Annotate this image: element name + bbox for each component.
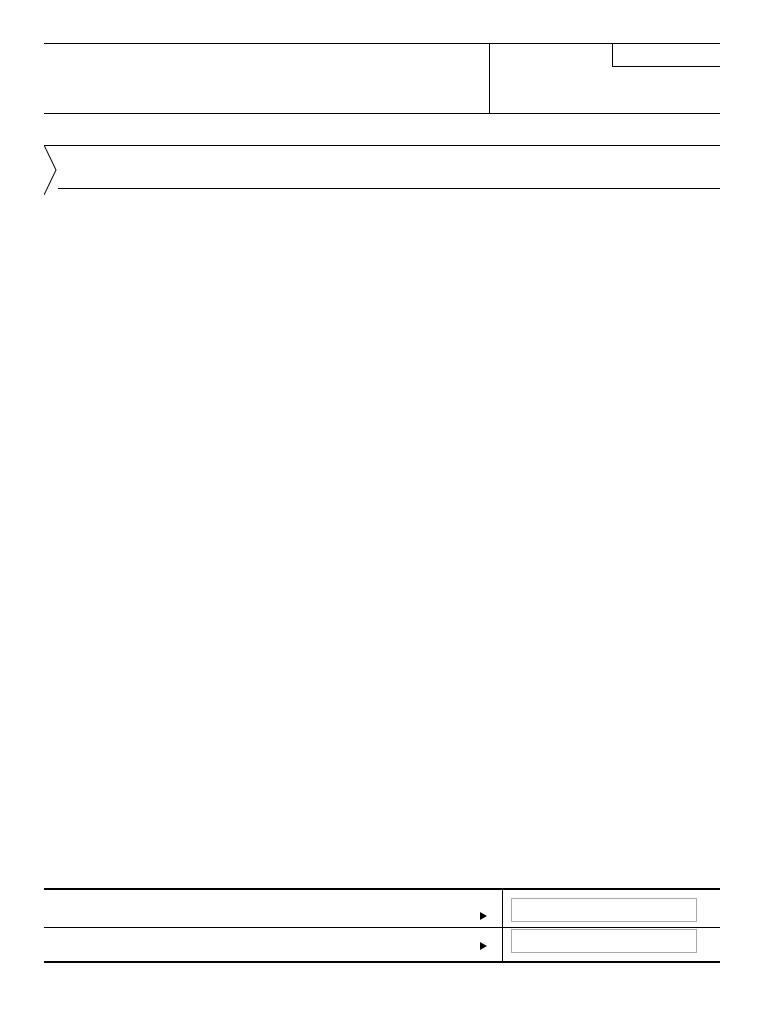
subtotal-arrow-icon — [480, 911, 487, 922]
total-arrow-icon — [480, 941, 487, 952]
committee-bracket — [44, 145, 58, 195]
totals-divider — [502, 888, 503, 961]
page-divider — [612, 43, 613, 67]
totals-mid-rule — [44, 927, 720, 928]
committee-top-rule — [44, 145, 720, 146]
top-rule — [44, 43, 720, 44]
header-bottom-rule — [44, 113, 720, 114]
committee-underline — [58, 188, 720, 189]
header-divider — [489, 43, 490, 113]
page-underline — [612, 66, 720, 67]
totals-bottom-rule — [44, 961, 720, 963]
total-box — [511, 929, 697, 953]
totals-top-rule — [44, 888, 720, 890]
subtotal-box — [511, 898, 697, 922]
